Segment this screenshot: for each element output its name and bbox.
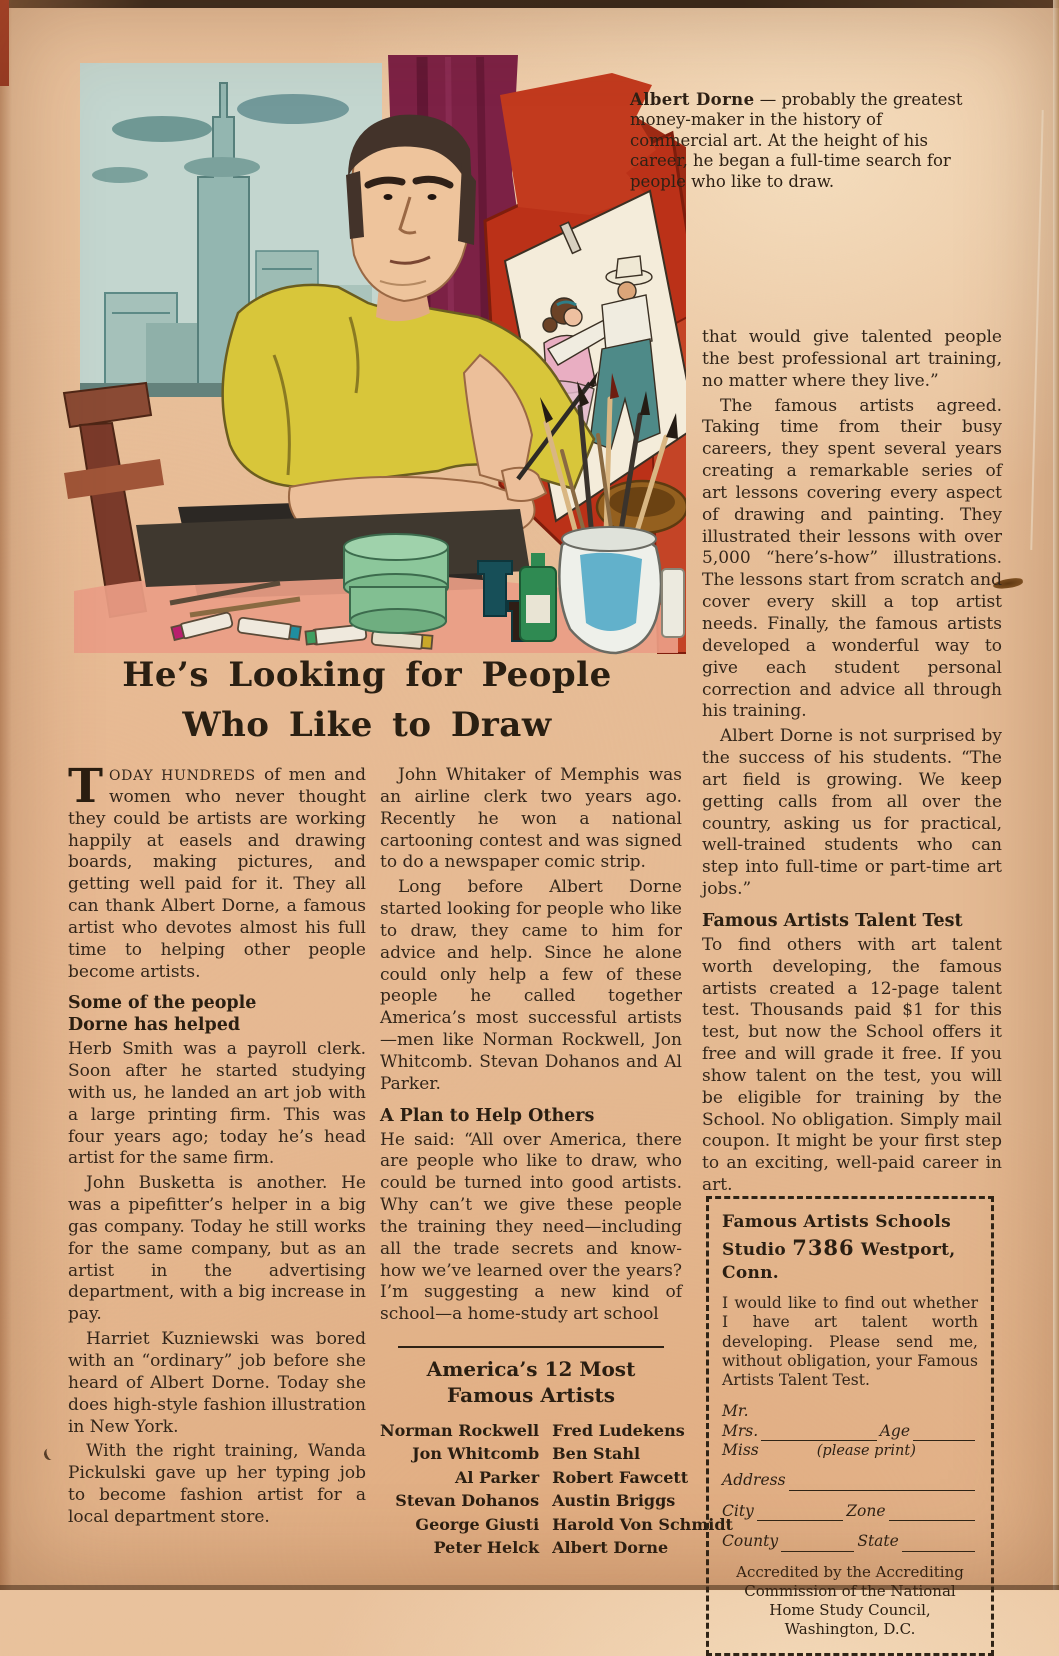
artists-title-line-2: Famous Artists: [447, 1383, 615, 1408]
caption-text: — probably the greatest money-maker in the history of commercial art. At the height of his career, he began a full-time search for people who like to draw.: [630, 90, 963, 191]
spine-red-notch: [0, 0, 9, 86]
section-divider: [398, 1346, 664, 1348]
lead-smallcaps: ODAY HUNDREDS: [108, 768, 256, 784]
field-label-state: State: [857, 1532, 899, 1551]
coupon-studio-label: Studio: [722, 1239, 793, 1260]
name-blank-line: [761, 1426, 877, 1441]
coupon-form: [722, 1402, 978, 1639]
zone-blank-line: [889, 1506, 975, 1521]
subhead-talent-test: Famous Artists Talent Test: [702, 910, 963, 931]
artist-name: Robert Fawcett: [552, 1467, 689, 1487]
coupon-title: [722, 1211, 978, 1285]
green-bottle-icon: [520, 553, 556, 641]
artists-list-title: [380, 1356, 682, 1408]
please-print-note: (please print): [816, 1443, 916, 1460]
coupon-address-line: [722, 1234, 978, 1285]
artist-name: Jon Whitcomb: [412, 1444, 540, 1464]
accreditation-note: Accredited by the Accrediting Commission of the National Home Study Council, Washington, D.C.: [736, 1562, 964, 1639]
left-paragraph-4: Harriet Kuzniewski was bored with an “ordinary” job before she heard of Albert Dorne. Today she does high-style fashion illustration in New York.: [68, 1329, 366, 1437]
right-paragraph-1: that would give talented people the best professional art training, no matter where they live.”: [702, 327, 1002, 391]
page-top-edge: [0, 0, 1059, 8]
artists-column-1: [380, 1419, 539, 1559]
brush-jug-icon: [559, 527, 661, 653]
white-bottle-icon: [662, 569, 684, 637]
right-paragraph-3: Albert Dorne is not surprised by the success of his students. “The art field is growing. We keep getting calls from all over the country, asking us for practical, well-trained students who can step into full-time or part-time art jobs.”: [702, 726, 1002, 900]
left-paragraph-1-text: of men and women who never thought they could be artists are working happily at easels and drawing boards, making pictures, and getting well paid for it. They all can thank Albert Dorne, a famous artist who devotes almost his full time to helping other people become artists.: [68, 765, 366, 982]
coupon-school-name: Famous Artists Schools: [722, 1212, 951, 1232]
coupon-studio-number: 7386: [792, 1234, 855, 1260]
right-column: [702, 327, 1002, 1200]
right-paragraph-4: To find others with art talent worth developing, the famous artists created a 12-page talent test. Thousands paid $1 for this test, but now the School offers it free and will grade it free. If you show talent on the test, you will be eligible for training by the School. No obligation. Simply mail coupon. It might be your first step to an exciting, well-paid career in art.: [702, 934, 1002, 1196]
photo-caption: [630, 90, 976, 192]
field-label-address: Address: [722, 1471, 786, 1490]
page-title: [60, 650, 674, 751]
state-blank-line: [902, 1537, 975, 1552]
artist-name: Norman Rockwell: [380, 1421, 540, 1441]
address-blank-line: [789, 1476, 975, 1491]
headline-line-1: He’s Looking for People: [122, 655, 612, 695]
middle-paragraph-1: John Whitaker of Memphis was an airline clerk two years ago. Recently he won a national cartooning contest and was signed to do a newspaper comic strip.: [380, 765, 682, 873]
middle-paragraph-3: He said: “All over America, there are people who like to draw, who could be turned into good artists. Why can’t we give these people the training they need—including all the trade secrets and know-how we’ve learned over the years? I’m suggesting a new kind of school—a home-study art school: [380, 1129, 682, 1325]
right-paragraph-2: The famous artists agreed. Taking time from their busy careers, they spent several years creating a remarkable series of art lessons covering every aspect of drawing and painting. They illustrated their lessons with over 5,000 “here’s-how” illustrations. The lessons start from scratch and cover every skill a top artist needs. Finally, the famous artists developed a wonderful way to give each student personal correction and advice all through his training.: [702, 395, 1002, 722]
artist-name: Ben Stahl: [552, 1444, 641, 1464]
artist-name: Austin Briggs: [552, 1491, 676, 1511]
left-paragraph-1: [68, 759, 366, 983]
artist-name: Al Parker: [454, 1467, 540, 1487]
left-paragraph-5: With the right training, Wanda Pickulski gave up her typing job to become fashion artist for a local department store.: [68, 1441, 366, 1527]
artist-name: Peter Helck: [433, 1537, 540, 1557]
artist-name: Harold Von Schmidt: [552, 1514, 733, 1534]
albert-dorne-illustration: [50, 55, 686, 655]
artist-name: George Giusti: [415, 1514, 540, 1534]
field-label-age: Age: [879, 1421, 910, 1440]
middle-paragraph-2: Long before Albert Dorne started looking for people who like to draw, they came to him for advice and help. Since he alone could only help a few of these people he called together America’s most successful artists —men like Norman Rockwell, Jon Whitcomb. Stevan Dohanos and Al Parker.: [380, 877, 682, 1094]
field-label-zone: Zone: [846, 1501, 886, 1520]
subhead-line-2: Dorne has helped: [68, 1015, 241, 1036]
coupon-body-text: I would like to find out whether I have art talent worth developing. Please send me, without obligation, your Famous Artists Talent Test.: [722, 1294, 978, 1390]
field-label-mr: Mr.: [722, 1402, 749, 1421]
field-label-city: City: [722, 1501, 754, 1520]
left-paragraph-3: John Busketta is another. He was a pipefitter’s helper in a big gas company. Today he still works for the same company, but as an artist in the advertising department, with a big increase in pay.: [68, 1173, 366, 1325]
county-blank-line: [781, 1537, 854, 1552]
drop-cap: T: [68, 759, 103, 814]
subhead-people-dorne-helped: [68, 993, 366, 1037]
artist-name: Albert Dorne: [552, 1537, 669, 1557]
mail-in-coupon: [706, 1196, 994, 1656]
page-right-edge: [1053, 0, 1059, 1590]
middle-column: [380, 765, 733, 1559]
artist-name: Stevan Dohanos: [395, 1491, 540, 1511]
city-blank-line: [757, 1506, 843, 1521]
paper-crease: [1030, 110, 1044, 550]
paint-tins-icon: [344, 534, 448, 633]
subhead-plan-to-help: A Plan to Help Others: [380, 1105, 595, 1126]
field-label-county: County: [722, 1532, 779, 1551]
field-label-mrs: Mrs.: [722, 1421, 759, 1440]
headline-line-2: Who Like to Draw: [182, 705, 552, 746]
artists-list: [380, 1419, 733, 1559]
left-column: [68, 759, 366, 1532]
age-blank-line: [913, 1426, 975, 1441]
caption-name: Albert Dorne: [630, 90, 755, 109]
left-paragraph-2: Herb Smith was a payroll clerk. Soon after he started studying with us, he landed an art job with a large printing firm. This was four years ago; today he’s head artist for the same firm.: [68, 1039, 366, 1169]
coupon-city-state: Westport, Conn.: [722, 1239, 956, 1284]
subhead-line-1: Some of the people: [68, 993, 257, 1014]
artists-title-line-1: America’s 12 Most: [426, 1357, 636, 1382]
paper-fleck: [42, 1446, 57, 1461]
artist-name: Fred Ludekens: [552, 1421, 685, 1441]
page-spine-shading: [0, 0, 12, 1590]
field-label-miss: Miss: [722, 1441, 759, 1460]
